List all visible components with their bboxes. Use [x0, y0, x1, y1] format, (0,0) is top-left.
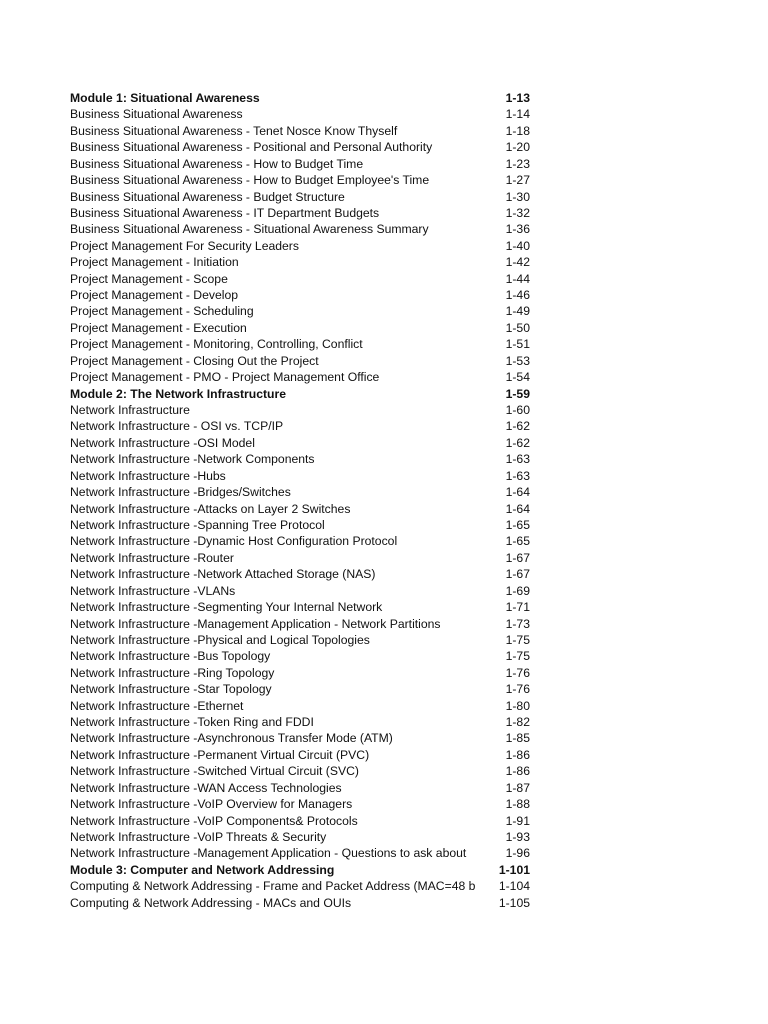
toc-entry [70, 139, 540, 155]
toc-entry-title: Network Infrastructure -Token Ring and FDDI [70, 715, 314, 730]
toc-page-number: 1-71 [505, 600, 530, 615]
toc-entry-title: Network Infrastructure -Bus Topology [70, 649, 271, 664]
toc-entry [70, 254, 540, 270]
toc-entry [70, 238, 540, 254]
toc-entry [70, 583, 540, 599]
toc-page-number: 1-63 [505, 468, 530, 483]
toc-entry-title: Business Situational Awareness - Situational Awareness Summary [70, 222, 429, 237]
toc-page-number: 1-50 [505, 320, 530, 335]
toc-entry-title: Network Infrastructure -Star Topology [70, 682, 272, 697]
toc-page-number: 1-60 [505, 403, 530, 418]
toc-entry-title: Business Situational Awareness [70, 107, 243, 122]
toc-entry-title: Module 2: The Network Infrastructure [70, 386, 287, 401]
toc-entry [70, 681, 540, 697]
toc-entry [70, 698, 540, 714]
toc-entry-title: Project Management - Monitoring, Controlling, Conflict [70, 337, 363, 352]
toc-entry [70, 845, 540, 861]
toc-entry [70, 418, 540, 434]
toc-page-number: 1-65 [505, 517, 530, 532]
table-of-contents [70, 90, 540, 911]
toc-entry-title: Network Infrastructure -Router [70, 550, 234, 565]
toc-entry-title: Network Infrastructure -Asynchronous Transfer Mode (ATM) [70, 731, 393, 746]
toc-entry-title: Project Management - Scope [70, 271, 228, 286]
toc-entry [70, 796, 540, 812]
toc-page-number: 1-40 [505, 238, 530, 253]
toc-entry-title: Module 1: Situational Awareness [70, 91, 260, 105]
toc-page-number: 1-73 [505, 616, 530, 631]
toc-page-number: 1-44 [505, 271, 530, 286]
toc-page-number: 1-46 [505, 288, 530, 303]
toc-entry-title: Project Management - PMO - Project Management Office [70, 370, 380, 385]
toc-entry-title: Network Infrastructure -Management Application - Network Partitions [70, 616, 441, 631]
toc-page-number: 1-54 [505, 370, 530, 385]
toc-page-number: 1-30 [505, 189, 530, 204]
toc-page-number: 1-93 [505, 829, 530, 844]
toc-entry-title: Network Infrastructure -Segmenting Your Internal Network [70, 600, 383, 615]
toc-entry-title: Computing & Network Addressing - MACs and OUIs [70, 895, 352, 910]
toc-entry [70, 714, 540, 730]
toc-entry [70, 878, 540, 894]
toc-entry [70, 468, 540, 484]
toc-entry-title: Business Situational Awareness - IT Department Budgets [70, 205, 380, 220]
toc-entry [70, 813, 540, 829]
toc-page-number: 1-86 [505, 764, 530, 779]
toc-page-number: 1-76 [505, 682, 530, 697]
toc-entry-title: Project Management - Execution [70, 320, 247, 335]
toc-entry-title: Network Infrastructure -Network Components [70, 452, 315, 467]
toc-entry-title: Network Infrastructure - OSI vs. TCP/IP [70, 419, 284, 434]
toc-entry [70, 780, 540, 796]
toc-entry [70, 435, 540, 451]
toc-entry [70, 501, 540, 517]
toc-entry-title: Network Infrastructure -Permanent Virtual Circuit (PVC) [70, 747, 370, 762]
toc-page-number: 1-14 [505, 107, 530, 122]
toc-page-number: 1-23 [505, 156, 530, 171]
toc-entry [70, 287, 540, 303]
toc-page-number: 1-88 [505, 797, 530, 812]
toc-page-number: 1-75 [505, 649, 530, 664]
toc-module-heading [70, 386, 540, 402]
toc-entry-title: Network Infrastructure -VoIP Threats & Security [70, 829, 327, 844]
toc-entry-title: Network Infrastructure -OSI Model [70, 435, 255, 450]
toc-entry-title: Network Infrastructure -Ring Topology [70, 665, 275, 680]
toc-entry [70, 123, 540, 139]
toc-entry-title: Network Infrastructure -Spanning Tree Protocol [70, 517, 325, 532]
toc-entry [70, 402, 540, 418]
toc-page-number: 1-13 [505, 91, 530, 105]
toc-entry-title: Project Management - Initiation [70, 255, 239, 270]
toc-page-number: 1-63 [505, 452, 530, 467]
toc-page-number: 1-105 [498, 895, 530, 910]
toc-entry [70, 271, 540, 287]
toc-entry [70, 648, 540, 664]
toc-entry-title: Network Infrastructure -Attacks on Layer 2 Switches [70, 501, 351, 516]
toc-module-heading [70, 862, 540, 878]
toc-entry-title: Network Infrastructure -Switched Virtual Circuit (SVC) [70, 764, 359, 779]
toc-entry [70, 550, 540, 566]
toc-entry [70, 205, 540, 221]
toc-entry-title: Business Situational Awareness - How to Budget Time [70, 156, 364, 171]
toc-entry-title: Project Management - Scheduling [70, 304, 254, 319]
toc-page-number: 1-62 [505, 419, 530, 434]
toc-entry-title: Project Management - Closing Out the Project [70, 353, 319, 368]
toc-entry-title: Network Infrastructure -WAN Access Technologies [70, 780, 342, 795]
toc-page-number: 1-49 [505, 304, 530, 319]
toc-entry-title: Computing & Network Addressing - Frame and Packet Address (MAC=48 b [70, 879, 476, 894]
toc-page-number: 1-69 [505, 583, 530, 598]
toc-entry-title: Project Management For Security Leaders [70, 238, 299, 253]
toc-page-number: 1-64 [505, 501, 530, 516]
toc-page-number: 1-86 [505, 747, 530, 762]
toc-entry [70, 336, 540, 352]
toc-entry [70, 665, 540, 681]
toc-module-heading [70, 90, 540, 106]
toc-page-number: 1-42 [505, 255, 530, 270]
toc-entry [70, 189, 540, 205]
toc-page-number: 1-20 [505, 140, 530, 155]
toc-page-number: 1-64 [505, 485, 530, 500]
toc-entry [70, 599, 540, 615]
toc-page-number: 1-67 [505, 550, 530, 565]
toc-entry [70, 747, 540, 763]
toc-page-number: 1-51 [505, 337, 530, 352]
toc-entry [70, 829, 540, 845]
toc-page-number: 1-36 [505, 222, 530, 237]
toc-page-number: 1-67 [505, 567, 530, 582]
toc-entry-title: Network Infrastructure -Dynamic Host Configuration Protocol [70, 534, 398, 549]
toc-entry [70, 320, 540, 336]
toc-entry [70, 895, 540, 911]
toc-entry-title: Network Infrastructure -Management Application - Questions to ask about [70, 846, 467, 861]
toc-entry [70, 730, 540, 746]
toc-entry [70, 353, 540, 369]
toc-page-number: 1-18 [505, 123, 530, 138]
toc-entry-title: Network Infrastructure -Bridges/Switches [70, 485, 291, 500]
toc-page-number: 1-87 [505, 780, 530, 795]
toc-page-number: 1-32 [505, 205, 530, 220]
toc-entry [70, 303, 540, 319]
toc-entry-title: Network Infrastructure -Physical and Logical Topologies [70, 632, 370, 647]
toc-entry-title: Project Management - Develop [70, 288, 239, 303]
toc-entry [70, 106, 540, 122]
toc-entry [70, 156, 540, 172]
toc-entry-title: Network Infrastructure -VLANs [70, 583, 236, 598]
toc-page-number: 1-101 [498, 862, 530, 877]
toc-entry [70, 632, 540, 648]
toc-page-number: 1-62 [505, 435, 530, 450]
toc-entry [70, 616, 540, 632]
toc-entry-title: Business Situational Awareness - How to Budget Employee's Time [70, 173, 430, 188]
toc-page-number: 1-82 [505, 715, 530, 730]
toc-entry [70, 763, 540, 779]
toc-page-number: 1-91 [505, 813, 530, 828]
toc-entry-title: Module 3: Computer and Network Addressing [70, 862, 335, 877]
toc-entry-title: Network Infrastructure -VoIP Overview for Managers [70, 797, 353, 812]
toc-page-number: 1-59 [505, 386, 530, 401]
toc-entry [70, 451, 540, 467]
toc-page-number: 1-53 [505, 353, 530, 368]
toc-entry-title: Business Situational Awareness - Positional and Personal Authority [70, 140, 433, 155]
toc-entry-title: Network Infrastructure -Ethernet [70, 698, 244, 713]
toc-entry-title: Business Situational Awareness - Tenet Nosce Know Thyself [70, 123, 398, 138]
toc-entry-title: Business Situational Awareness - Budget Structure [70, 189, 345, 204]
toc-page-number: 1-75 [505, 632, 530, 647]
toc-entry [70, 172, 540, 188]
toc-entry-title: Network Infrastructure [70, 403, 190, 418]
toc-page-number: 1-76 [505, 665, 530, 680]
toc-entry [70, 369, 540, 385]
toc-entry [70, 484, 540, 500]
toc-entry-title: Network Infrastructure -Hubs [70, 468, 226, 483]
toc-entry [70, 517, 540, 533]
toc-page-number: 1-104 [498, 879, 530, 894]
toc-entry [70, 221, 540, 237]
toc-entry-title: Network Infrastructure -VoIP Components& Protocols [70, 813, 358, 828]
toc-page-number: 1-80 [505, 698, 530, 713]
toc-page-number: 1-96 [505, 846, 530, 861]
toc-entry [70, 566, 540, 582]
toc-entry [70, 533, 540, 549]
toc-page-number: 1-85 [505, 731, 530, 746]
toc-page-number: 1-27 [505, 173, 530, 188]
toc-entry-title: Network Infrastructure -Network Attached Storage (NAS) [70, 567, 376, 582]
toc-page-number: 1-65 [505, 534, 530, 549]
